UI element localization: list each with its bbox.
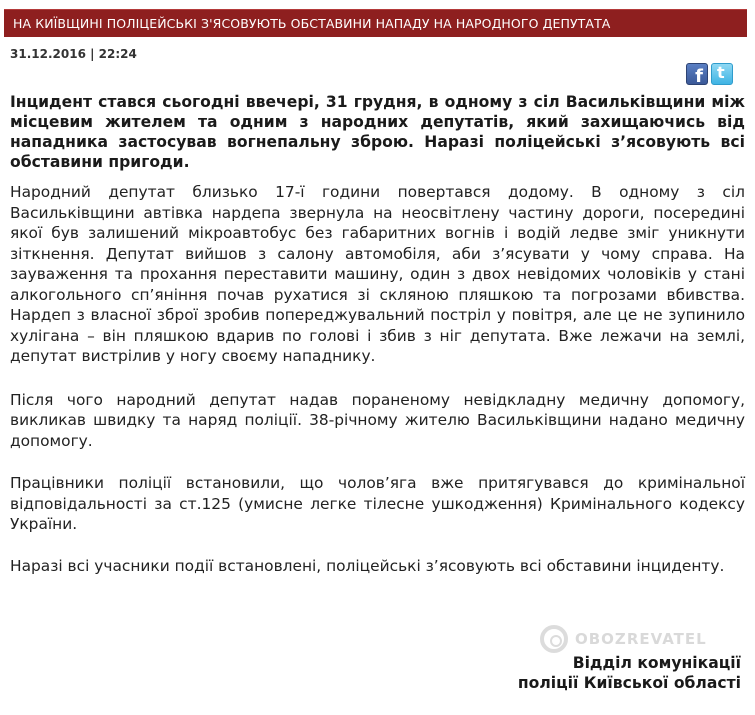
twitter-icon[interactable]: [711, 63, 733, 85]
publication-date: 31.12.2016 | 22:24: [10, 47, 137, 61]
article-paragraph-2: Після чого народний депутат надав пораненому невідкладну медичну допомогу, викликав швидку та наряд поліції. 38-річному жителю Васильківщини надано медичну допомогу.: [10, 390, 745, 450]
watermark-logo-icon: [540, 625, 568, 653]
signature-line-2: поліції Київської області: [517, 674, 741, 692]
article-title: НА КИЇВЩИНІ ПОЛІЦЕЙСЬКІ З'ЯСОВУЮТЬ ОБСТАВИНИ НАПАДУ НА НАРОДНОГО ДЕПУТАТА: [13, 16, 611, 31]
facebook-glyph: f: [695, 66, 703, 87]
twitter-glyph: t: [717, 63, 725, 82]
article-header-bar: [4, 9, 747, 37]
article-body: [10, 92, 745, 576]
share-buttons: [686, 63, 733, 85]
watermark-text: OBOZREVATEL: [575, 630, 707, 648]
article-paragraph-3: Працівники поліції встановили, що чолов’яга вже притягувався до кримінальної відповідальності за ст.125 (умисне легке тілесне ушкодження) Кримінального кодексу України.: [10, 474, 745, 533]
article-paragraph-4: Наразі всі учасники події встановлені, поліцейські з’ясовують всі обставини інциденту.: [10, 556, 725, 575]
facebook-icon[interactable]: [686, 63, 708, 85]
article-lead: Інцидент стався сьогодні ввечері, 31 грудня, в одному з сіл Васильківщини між місцевим жителем та одним з народних депутатів, який захищаючись від нападника застосував вогнепальну зброю. Наразі поліцейські з’ясовують всі обставини пригоди.: [10, 93, 745, 171]
signature-line-1: Відділ комунікації: [572, 654, 741, 672]
obozrevatel-watermark: [540, 625, 707, 653]
article-signature: [518, 653, 741, 693]
article-paragraph-1: Народний депутат близько 17-ї години повертався додому. В одному з сіл Васильківщини автівка нардепа звернула на неосвітлену частину дороги, посередині якої був залишений мікроавтобус без габаритних вогнів і водій ледве зміг уникнути зіткнення. Депутат вийшов з салону автомобіля, аби з’ясувати у чому справа. На зауваження та прохання переставити машину, один з двох невідомих чоловіків у стані алкогольного сп’яніння почав рухатися зі скляною пляшкою та погрозами вбивства. Нардеп з власної зброї зробив попереджувальний постріл у повітря, але це не зупинило хулігана – він пляшкою вдарив по голові і збив з ніг депутата. Вже лежачи на землі, депутат вистрілив у ногу своєму нападнику.: [10, 183, 745, 365]
